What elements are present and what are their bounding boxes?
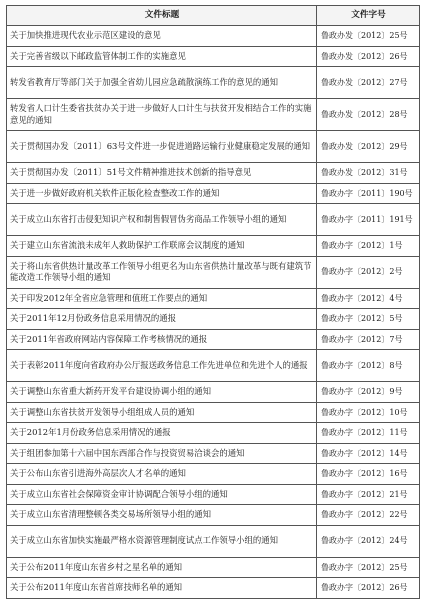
table-row [7, 288, 420, 309]
table-row [7, 309, 420, 330]
file-number-cell: 鲁政办字〔2012〕25号 [317, 557, 420, 578]
file-title-cell: 关于2011年12月份政务信息采用情况的通报 [7, 309, 317, 330]
file-title-cell: 关于完善省级以下邮政监管体制工作的实施意见 [7, 46, 317, 67]
file-number-cell: 鲁政办字〔2012〕10号 [317, 402, 420, 423]
file-title-cell: 关于贯彻国办发〔2011〕51号文件精神推进技术创新的指导意见 [7, 163, 317, 184]
file-number-cell: 鲁政办字〔2012〕9号 [317, 382, 420, 403]
file-list-table [6, 5, 420, 599]
table-row [7, 525, 420, 557]
table-row [7, 236, 420, 257]
table-row [7, 443, 420, 464]
file-title-cell: 关于表彰2011年度向省政府办公厅报送政务信息工作先进单位和先进个人的通报 [7, 350, 317, 382]
file-number-cell: 鲁政办字〔2012〕26号 [317, 578, 420, 599]
table-row [7, 464, 420, 485]
file-number-cell: 鲁政办字〔2012〕7号 [317, 329, 420, 350]
table-row [7, 557, 420, 578]
file-number-cell: 鲁政办字〔2012〕22号 [317, 505, 420, 526]
table-header-row [7, 6, 420, 26]
file-title-cell: 关于公布山东省引进海外高层次人才名单的通知 [7, 464, 317, 485]
file-number-cell: 鲁政办字〔2012〕24号 [317, 525, 420, 557]
file-number-cell: 鲁政办字〔2012〕14号 [317, 443, 420, 464]
table-row [7, 131, 420, 163]
table-row [7, 329, 420, 350]
file-title-cell: 关于印发2012年全省应急管理和值班工作要点的通知 [7, 288, 317, 309]
table-row [7, 423, 420, 444]
file-title-cell: 关于2011年省政府网站内容保障工作考核情况的通报 [7, 329, 317, 350]
file-number-cell: 鲁政办字〔2012〕8号 [317, 350, 420, 382]
table-row [7, 67, 420, 99]
file-title-cell: 关于建立山东省流浪未成年人救助保护工作联席会议制度的通知 [7, 236, 317, 257]
table-row [7, 26, 420, 47]
file-number-cell: 鲁政办字〔2011〕190号 [317, 183, 420, 204]
file-number-cell: 鲁政办字〔2011〕191号 [317, 204, 420, 236]
table-row [7, 99, 420, 131]
file-number-cell: 鲁政办发〔2012〕29号 [317, 131, 420, 163]
table-row [7, 402, 420, 423]
document-table-wrapper [6, 5, 419, 599]
file-number-cell: 鲁政办发〔2012〕27号 [317, 67, 420, 99]
file-title-cell: 关于将山东省供热计量改革工作领导小组更名为山东省供热计量改革与既有建筑节能改造工作领导小组的通知 [7, 256, 317, 288]
table-row [7, 484, 420, 505]
column-header-number: 文件字号 [317, 6, 420, 26]
table-row [7, 382, 420, 403]
file-title-cell: 转发省教育厅等部门关于加强全省幼儿园应急疏散演练工作的意见的通知 [7, 67, 317, 99]
file-title-cell: 关于成立山东省打击侵犯知识产权和制售假冒伪劣商品工作领导小组的通知 [7, 204, 317, 236]
file-title-cell: 关于公布2011年度山东省乡村之星名单的通知 [7, 557, 317, 578]
file-number-cell: 鲁政办发〔2012〕26号 [317, 46, 420, 67]
file-title-cell: 转发省人口计生委省扶贫办关于进一步做好人口计生与扶贫开发相结合工作的实施意见的通知 [7, 99, 317, 131]
file-title-cell: 关于成立山东省清理整顿各类交易场所领导小组的通知 [7, 505, 317, 526]
table-body [7, 26, 420, 599]
file-number-cell: 鲁政办发〔2012〕28号 [317, 99, 420, 131]
file-title-cell: 关于组团参加第十六届中国东西部合作与投资贸易洽谈会的通知 [7, 443, 317, 464]
table-row [7, 505, 420, 526]
file-title-cell: 关于成立山东省加快实施最严格水资源管理制度试点工作领导小组的通知 [7, 525, 317, 557]
file-title-cell: 关于调整山东省重大新药开发平台建设协调小组的通知 [7, 382, 317, 403]
table-row [7, 183, 420, 204]
table-row [7, 163, 420, 184]
file-number-cell: 鲁政办字〔2012〕11号 [317, 423, 420, 444]
file-title-cell: 关于2012年1月份政务信息采用情况的通报 [7, 423, 317, 444]
file-title-cell: 关于贯彻国办发〔2011〕63号文件进一步促进道路运输行业健康稳定发展的通知 [7, 131, 317, 163]
file-number-cell: 鲁政办字〔2012〕5号 [317, 309, 420, 330]
file-number-cell: 鲁政办字〔2012〕16号 [317, 464, 420, 485]
file-title-cell: 关于加快推进现代农业示范区建设的意见 [7, 26, 317, 47]
table-row [7, 350, 420, 382]
table-row [7, 256, 420, 288]
file-number-cell: 鲁政办发〔2012〕25号 [317, 26, 420, 47]
file-title-cell: 关于进一步做好政府机关软件正版化检查整改工作的通知 [7, 183, 317, 204]
file-title-cell: 关于公布2011年度山东省首席技师名单的通知 [7, 578, 317, 599]
table-row [7, 46, 420, 67]
table-row [7, 578, 420, 599]
file-number-cell: 鲁政办字〔2012〕2号 [317, 256, 420, 288]
file-number-cell: 鲁政办字〔2012〕21号 [317, 484, 420, 505]
file-number-cell: 鲁政办发〔2012〕31号 [317, 163, 420, 184]
file-number-cell: 鲁政办字〔2012〕1号 [317, 236, 420, 257]
file-title-cell: 关于调整山东省扶贫开发领导小组组成人员的通知 [7, 402, 317, 423]
file-number-cell: 鲁政办字〔2012〕4号 [317, 288, 420, 309]
table-row [7, 204, 420, 236]
column-header-title: 文件标题 [7, 6, 317, 26]
file-title-cell: 关于成立山东省社会保障资金审计协调配合领导小组的通知 [7, 484, 317, 505]
